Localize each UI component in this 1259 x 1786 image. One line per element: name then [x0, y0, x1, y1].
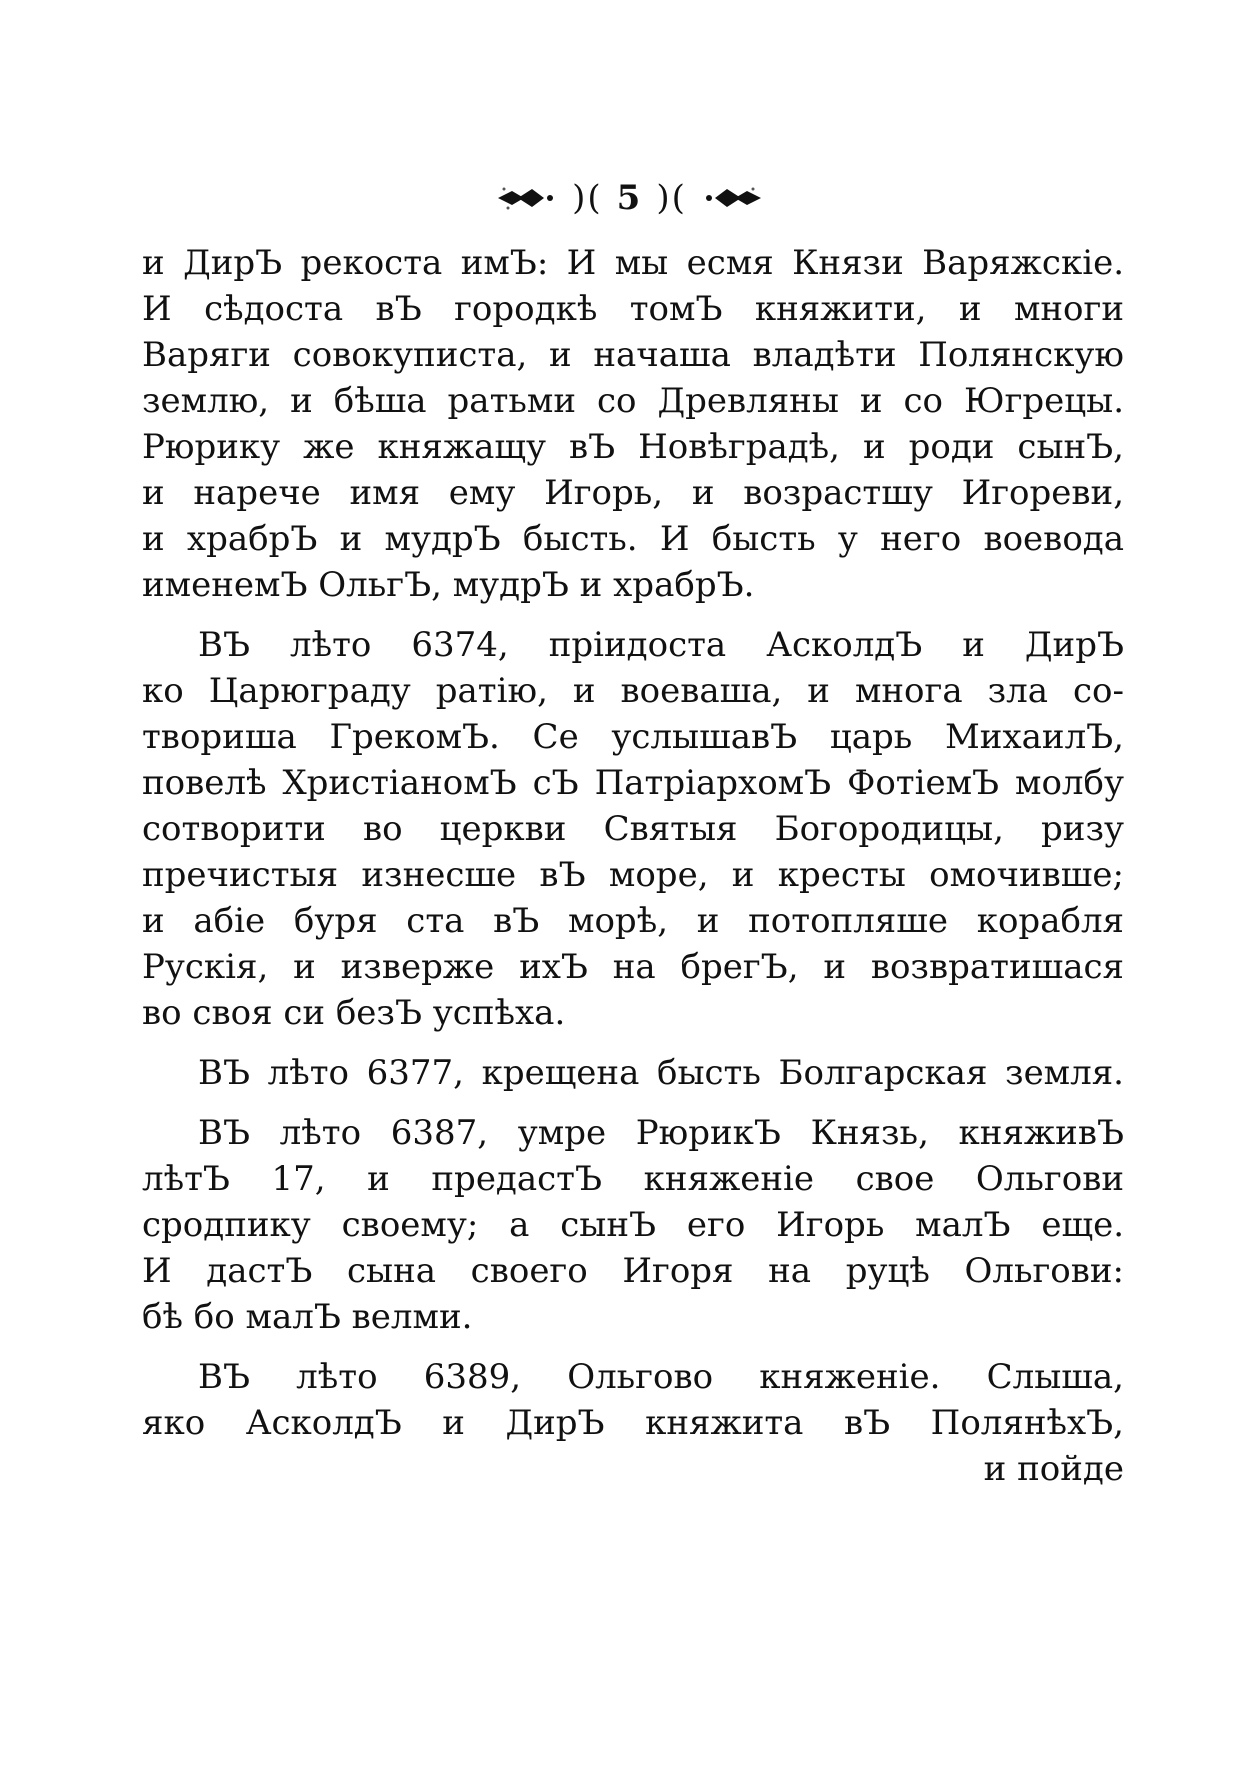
- text-line: и нарече имя ему Игорь, и возрастшу Игореви,: [142, 473, 1124, 513]
- text-line: ВЪ лѣто 6389, Ольгово княженіе. Слыша,: [198, 1357, 1124, 1397]
- page-body: [142, 240, 1124, 1492]
- paragraph-4: [142, 1110, 1124, 1340]
- paragraph-5: [142, 1354, 1124, 1492]
- page-header: [0, 168, 1259, 228]
- text-line: пречистыя изнесше вЪ море, и кресты омочивше;: [142, 855, 1124, 895]
- text-line: И дастЪ сына своего Игоря на руцѣ Ольгови:: [142, 1251, 1124, 1291]
- text-line: ВЪ лѣто 6374, пріидоста АсколдЪ и ДирЪ: [198, 625, 1124, 665]
- text-line: землю, и бѣша ратьми со Древляны и со Югрецы.: [142, 381, 1124, 421]
- text-line: именемЪ ОльгЪ, мудрЪ и храбрЪ.: [142, 565, 755, 605]
- paragraph-1: [142, 240, 1124, 608]
- paragraph-3: [142, 1050, 1124, 1096]
- text-line: И сѣдоста вЪ городкѣ томЪ княжити, и многи: [142, 289, 1124, 329]
- catchword: и пойде: [983, 1449, 1124, 1489]
- text-line: ВЪ лѣто 6377, крещена бысть Болгарская земля.: [198, 1053, 1124, 1093]
- right-ornament-icon: [701, 183, 765, 213]
- text-line: сродпику своему; а сынЪ его Игорь малЪ еще.: [142, 1205, 1124, 1245]
- right-bracket-mark: )(: [656, 178, 687, 218]
- text-line: сотворити во церкви Святыя Богородицы, ризу: [142, 809, 1124, 849]
- text-line: Варяги совокуписта, и начаша владѣти Полянскую: [142, 335, 1124, 375]
- text-line: ВЪ лѣто 6387, умре РюрикЪ Князь, княживЪ: [198, 1113, 1124, 1153]
- text-line: и абіе буря ста вЪ морѣ, и потопляше корабля: [142, 901, 1124, 941]
- text-line: и храбрЪ и мудрЪ бысть. И бысть у него воевода: [142, 519, 1124, 559]
- left-ornament-icon: [494, 183, 558, 213]
- text-line: Рускія, и изверже ихЪ на брегЪ, и возвратишася: [142, 947, 1124, 987]
- text-line: лѣтЪ 17, и предастЪ княженіе свое Ольгови: [142, 1159, 1124, 1199]
- text-line: яко АсколдЪ и ДирЪ княжита вЪ ПолянѣхЪ,: [142, 1403, 1124, 1443]
- text-line: во своя си безЪ успѣха.: [142, 993, 566, 1033]
- text-line: повелѣ ХристіаномЪ сЪ ПатріархомЪ ФотіемЪ молбу: [142, 763, 1124, 803]
- paragraph-2: [142, 622, 1124, 1036]
- left-bracket-mark: )(: [572, 178, 603, 218]
- text-line: бѣ бо малЪ велми.: [142, 1297, 473, 1337]
- text-line: Рюрику же княжащу вЪ Новѣградѣ, и роди сынЪ,: [142, 427, 1124, 467]
- text-line: ко Царюграду ратію, и воеваша, и многа зла со-: [142, 671, 1124, 711]
- text-line: твориша ГрекомЪ. Се услышавЪ царь МихаилЪ,: [142, 717, 1124, 757]
- page-number: 5: [616, 178, 643, 218]
- text-line: и ДирЪ рекоста имЪ: И мы есмя Князи Варяжскіе.: [142, 243, 1124, 283]
